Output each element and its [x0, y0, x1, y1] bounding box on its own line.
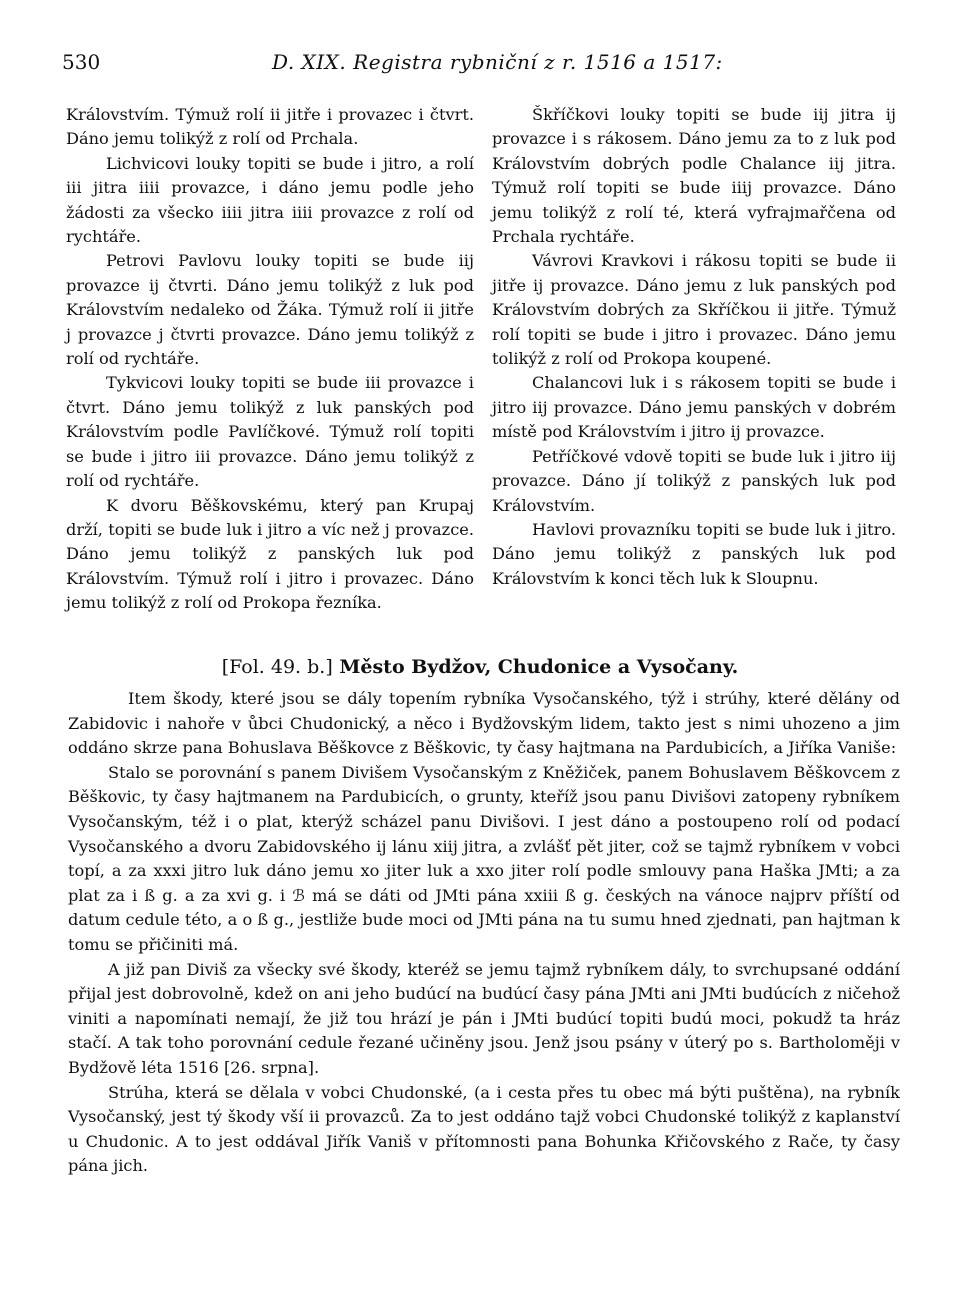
running-title: D. XIX. Registra rybniční z r. 1516 a 1517:: [272, 50, 723, 74]
paragraph: Tykvicovi louky topiti se bude iii provazce i čtvrt. Dáno jemu tolikýž z luk panských pod Královstvím podle Pavlíčkové. Týmuž rolí topiti se bude i jitro iii provazce. Dáno jemu tolikýž z rolí od rychtáře.: [66, 373, 474, 491]
paragraph: Stalo se porovnání s panem Divišem Vysočanským z Kněžiček, panem Bohuslavem Běškovcem z Běškovic, ty časy hajtmanem na Pardubicích, o grunty, kteříž jsou panu Divišovi zatopeny rybníkem Vysočanským, též i o plat, kterýž scházel panu Divišovi. I jest dáno a postoupeno rolí od podací Vysočanského a dvoru Zabidovského ij lánu xiij jitra, a zvlášť pět jiter, což se tajmž rybníkem v vobci topí, a za xxxi jitro luk dáno jemu xo jiter luk a xxo jiter rolí podle smlouvy pana Haška JMti; a za plat za i ß g. a za xvi g. i ℬ má se dáti od JMti pána xxiii ß g. českých na vánoce najprv příští od datum cedule této, a o ß g., jestliže bude moci od JMti pána na tu sumu hned zjednati, pan hajtman k tomu se přičiniti má.: [68, 762, 900, 954]
right-column: [492, 103, 896, 591]
section-title: Město Bydžov, Chudonice a Vysočany.: [339, 656, 739, 678]
paragraph: Petříčkové vdově topiti se bude luk i jitro iij provazce. Dáno jí tolikýž z panských luk pod Královstvím.: [492, 446, 896, 515]
paragraph: Královstvím. Týmuž rolí ii jitře i provazec i čtvrt. Dáno jemu tolikýž z rolí od Prchala.: [66, 105, 474, 149]
paragraph: Petrovi Pavlovu louky topiti se bude iij provazce ij čtvrti. Dáno jemu tolikýž z luk pod Královstvím nedaleko od Žáka. Týmuž rolí ii jitře j provazce j čtvrti provazce. Dáno jemu tolikýž z rolí od rychtáře.: [66, 251, 474, 369]
paragraph: K dvoru Běškovskému, který pan Krupaj drží, topiti se bude luk i jitro a víc než j provazce. Dáno jemu tolikýž z panských luk pod Královstvím. Týmuž rolí i jitro i provazec. Dáno jemu tolikýž z rolí od Prokopa řezníka.: [66, 495, 474, 613]
running-header: [62, 50, 898, 80]
paragraph: A již pan Diviš za všecky své škody, kteréž se jemu tajmž rybníkem dály, to svrchupsané oddání přijal jest dobrovolně, kdež on ani jeho budúcí na budúcí časy pána JMti ani JMti budúcích z ničehož viniti a napomínati nemají, že již tou hrází je pán i JMti budúcí topiti budú moci, pokudž ta hráz stačí. A tak toho porovnání cedule řezané učiněny jsou. Jenž jsou psány v úterý po s. Bartholoměji v Bydžově léta 1516 [26. srpna].: [68, 959, 900, 1077]
paragraph: Item škody, které jsou se dály topením rybníka Vysočanského, týž i strúhy, které dělány od Zabidovic i nahoře v ůbci Chudonický, a něco i Bydžovským lidem, takto jest s nimi uhozeno a jim oddáno skrze pana Bohuslava Běškovce z Běškovic, ty časy hajtmana na Pardubicích, a Jiříka Vaniše:: [68, 689, 900, 758]
folio-reference: [Fol. 49. b.]: [221, 656, 333, 678]
paragraph: Lichvicovi louky topiti se bude i jitro, a rolí iii jitra iiii provazce, i dáno jemu podle jeho žádosti za všecko iiii jitra iiii provazce z rolí od rychtáře.: [66, 153, 474, 247]
left-column: [66, 103, 474, 616]
paragraph: Vávrovi Kravkovi i rákosu topiti se bude ii jitře ij provazce. Dáno jemu z luk panských pod Královstvím dobrých za Skříčkou ii jitře. Týmuž rolí topiti se bude i jitro i provazec. Dáno jemu tolikýž z rolí od Prokopa koupené.: [492, 251, 896, 369]
paragraph: Havlovi provazníku topiti se bude luk i jitro. Dáno jemu tolikýž z panských luk pod Královstvím k konci těch luk k Sloupnu.: [492, 519, 896, 588]
paragraph: Škříčkovi louky topiti se bude iij jitra ij provazce i s rákosem. Dáno jemu za to z luk pod Královstvím dobrých podle Chalance iij jitra. Týmuž rolí topiti se bude iiij provazce. Dáno jemu tolikýž z rolí té, která vyfrajmařčena od Prchala rychtáře.: [492, 105, 896, 247]
full-width-body: [68, 687, 900, 1179]
paragraph: Chalancovi luk i s rákosem topiti se bude i jitro iij provazce. Dáno jemu panských v dobrém místě pod Královstvím i jitro ij provazce.: [492, 373, 896, 442]
page-number: 530: [62, 50, 101, 74]
paragraph: Strúha, která se dělala v vobci Chudonské, (a i cesta přes tu obec má býti puštěna), na rybník Vysočanský, jest tý škody vší ii provazců. Za to jest oddáno tajž vobci Chudonské tolikýž z kaplanství u Chudonic. A to jest oddával Jiřík Vaniš v přítomnosti pana Bohunka Křičovského z Rače, ty časy pána jich.: [68, 1082, 900, 1176]
section-heading: [0, 656, 960, 678]
